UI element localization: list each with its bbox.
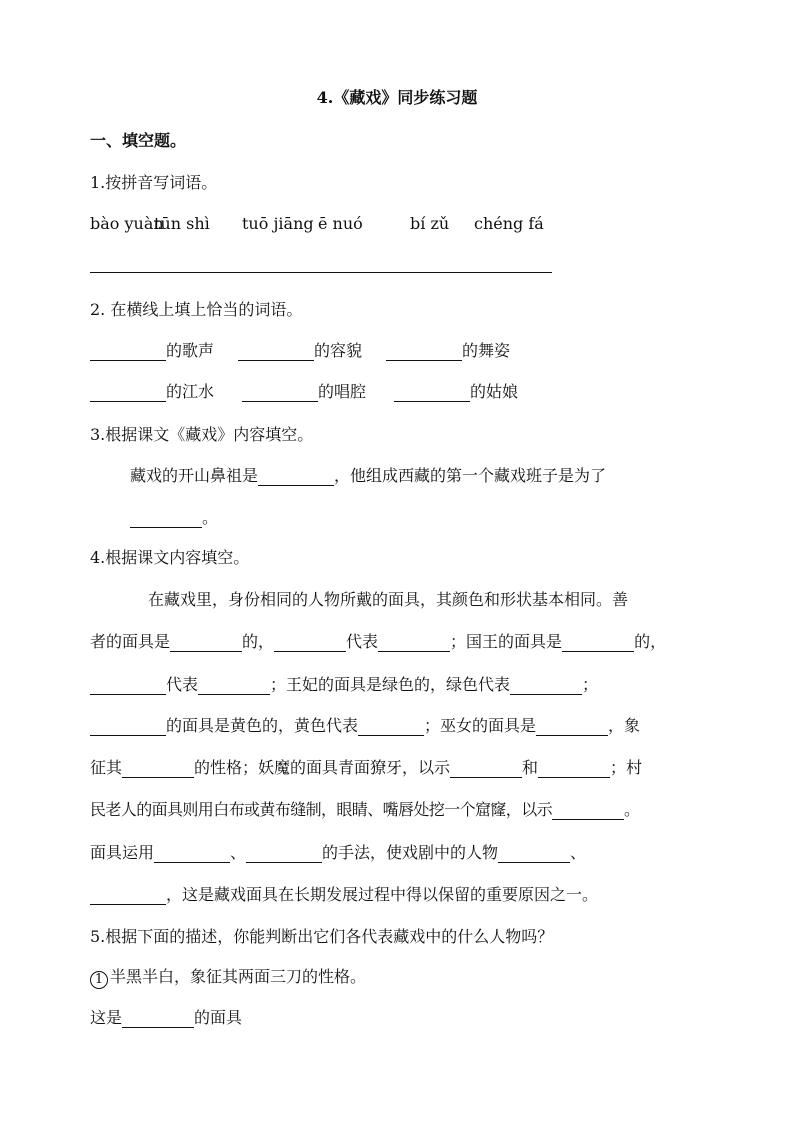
text: ；巫女的面具是: [424, 716, 537, 735]
phrase: 的容貌: [314, 341, 363, 360]
text: ；王妃的面具是绿色的，绿色代表: [270, 675, 511, 694]
text: 的面具是黄色的，黄色代表: [166, 716, 359, 735]
pinyin-item: bào yuàn: [90, 214, 164, 233]
q4-line-1: 在藏戏里，身份相同的人物所戴的面具，其颜色和形状基本相同。善: [148, 590, 629, 609]
phrase: 的舞姿: [462, 341, 511, 360]
q3-line-1: [130, 466, 704, 486]
text: 的性格；妖魔的面具青面獠牙，以示: [194, 758, 451, 777]
q4-line-3: [90, 675, 704, 695]
q4-line-7: [90, 843, 704, 863]
text: 半黑半白，象征其两面三刀的性格。: [110, 967, 367, 986]
fill-row-2: [90, 382, 704, 402]
blank[interactable]: [246, 845, 322, 863]
phrase: 的唱腔: [318, 382, 367, 401]
q4-line-4: [90, 716, 704, 736]
blank[interactable]: [90, 677, 166, 695]
text: 者的面具是: [90, 632, 171, 651]
phrase: 的歌声: [166, 341, 215, 360]
blank[interactable]: [536, 718, 608, 736]
text: 的，: [634, 632, 667, 651]
blank[interactable]: [358, 718, 424, 736]
blank[interactable]: [378, 634, 450, 652]
text: 。: [624, 800, 640, 819]
text: ，他组成西藏的第一个藏戏班子是为了: [334, 466, 607, 485]
text: 。: [202, 508, 219, 527]
text: ，象: [608, 716, 641, 735]
phrase: 的姑娘: [470, 382, 519, 401]
text: 这是: [90, 1008, 123, 1027]
text: ；村: [610, 758, 643, 777]
blank[interactable]: [258, 468, 334, 486]
pinyin-item: chéng fá: [474, 214, 544, 233]
q4-line-8: [90, 885, 704, 905]
blank[interactable]: [90, 384, 166, 402]
question-1-label: 1.按拼音写词语。: [90, 173, 218, 192]
text: 藏戏的开山鼻祖是: [130, 466, 259, 485]
text: 民老人的面具则用白布或黄布缝制，眼睛、嘴唇处挖一个窟窿，以示: [90, 800, 553, 819]
blank[interactable]: [394, 384, 470, 402]
phrase: 的江水: [166, 382, 215, 401]
text: 的，: [242, 632, 275, 651]
blank[interactable]: [90, 718, 166, 736]
blank[interactable]: [90, 343, 166, 361]
question-2-label: 2. 在横线上填上恰当的词语。: [90, 300, 303, 319]
text: 、: [570, 843, 587, 862]
blank[interactable]: [122, 1010, 194, 1028]
text: 征其: [90, 758, 123, 777]
q4-line-2: [90, 632, 704, 652]
pinyin-item: bí zǔ: [410, 214, 450, 233]
text: 和: [522, 758, 539, 777]
blank[interactable]: [498, 845, 570, 863]
blank[interactable]: [90, 887, 166, 905]
blank[interactable]: [122, 760, 194, 778]
text: 的手法，使戏剧中的人物: [322, 843, 499, 862]
text: ，这是藏戏面具在长期发展过程中得以保留的重要原因之一。: [166, 885, 599, 904]
blank[interactable]: [170, 634, 242, 652]
text: 代表: [346, 632, 379, 651]
blank[interactable]: [510, 677, 582, 695]
pinyin-item: ē nuó: [318, 214, 363, 233]
pinyin-item: tuō jiāng: [242, 214, 314, 233]
blank[interactable]: [562, 634, 634, 652]
blank[interactable]: [274, 634, 346, 652]
pinyin-row: [90, 214, 704, 234]
answer-line[interactable]: [90, 272, 552, 273]
blank[interactable]: [552, 802, 624, 820]
question-4-label: 4.根据课文内容填空。: [90, 548, 250, 567]
blank[interactable]: [130, 510, 202, 528]
question-5-label: 5.根据下面的描述，你能判断出它们各代表藏戏中的什么人物吗？: [90, 927, 554, 946]
q4-line-5: [90, 758, 704, 778]
text: 的面具: [194, 1008, 243, 1027]
section-heading: 一、填空题。: [90, 131, 187, 150]
text: 代表: [166, 675, 199, 694]
blank[interactable]: [538, 760, 610, 778]
blank[interactable]: [198, 677, 270, 695]
blank[interactable]: [242, 384, 318, 402]
blank[interactable]: [154, 845, 230, 863]
q5-item-1: [90, 967, 704, 989]
q4-line-6: [90, 800, 704, 820]
text: ；: [582, 675, 599, 694]
text: 、: [230, 843, 247, 862]
text: 面具运用: [90, 843, 155, 862]
blank[interactable]: [238, 343, 314, 361]
blank[interactable]: [450, 760, 522, 778]
fill-row-1: [90, 341, 704, 361]
text: ；国王的面具是: [450, 632, 563, 651]
question-3-label: 3.根据课文《藏戏》内容填空。: [90, 425, 314, 444]
circled-number: 1: [90, 971, 108, 989]
pinyin-item: tūn shì: [154, 214, 210, 233]
blank[interactable]: [386, 343, 462, 361]
page-title: 4.《藏戏》同步练习题: [316, 88, 478, 107]
q5-answer-line: [90, 1008, 704, 1028]
q3-line-2: [130, 508, 704, 528]
